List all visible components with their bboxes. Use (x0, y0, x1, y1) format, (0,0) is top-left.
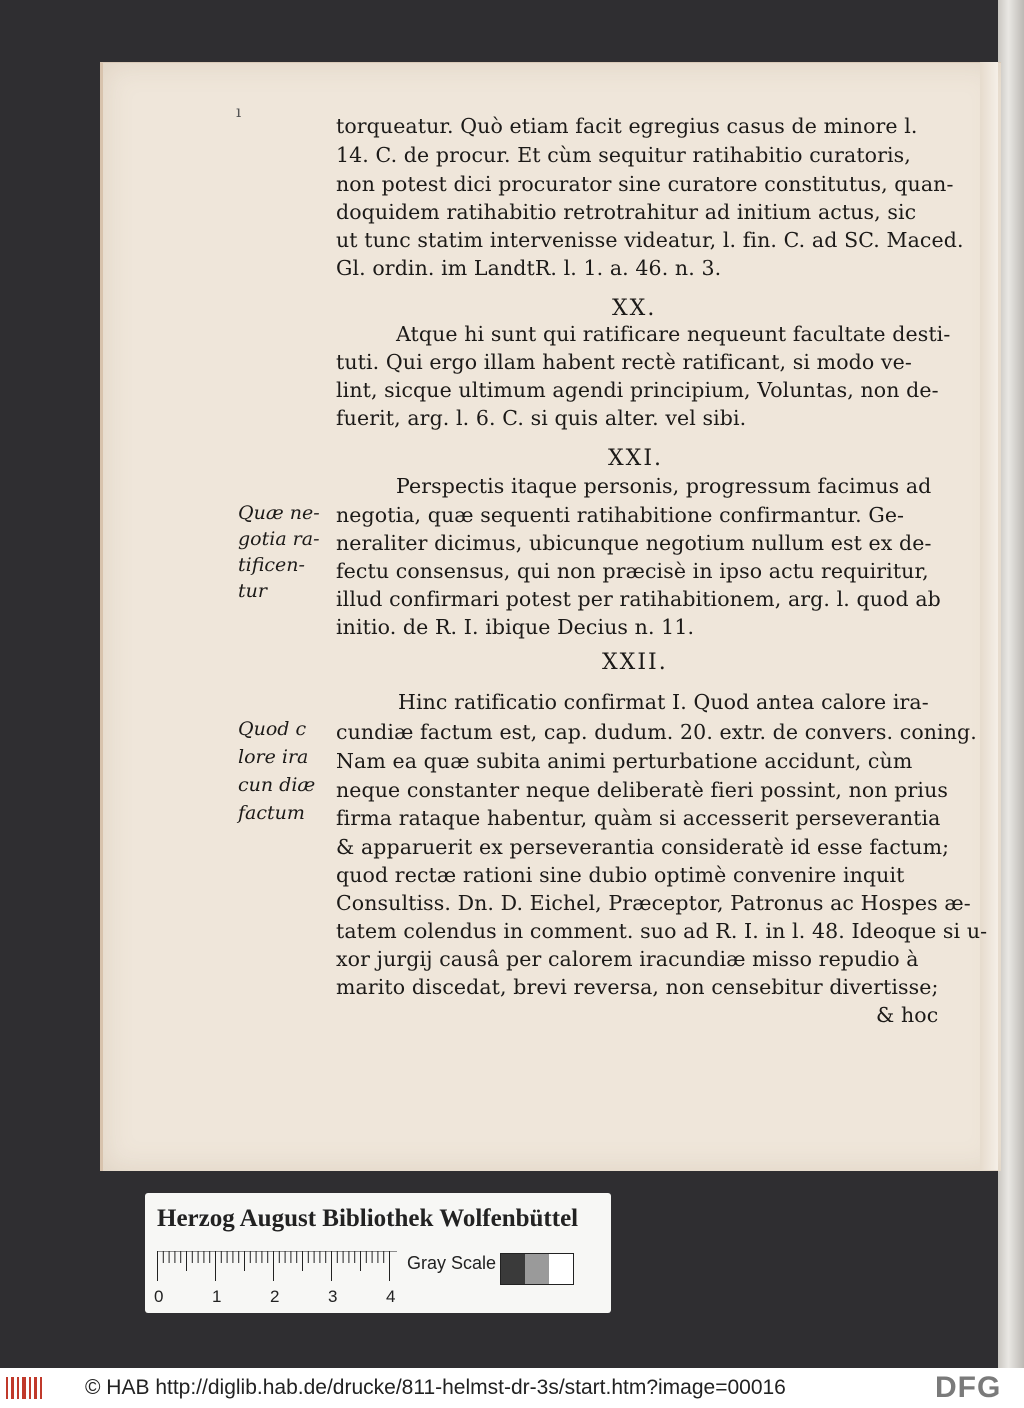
margin-note: lore ira (238, 746, 309, 768)
dfg-logo: DFG (935, 1371, 1002, 1404)
page-edge (980, 62, 998, 1170)
right-edge-strip (998, 0, 1024, 1368)
scale-number: 3 (328, 1287, 338, 1306)
section-heading: XXI. (608, 446, 664, 471)
text-line: fectu consensus, qui non præcisè in ipso actu requiritur, (336, 559, 929, 583)
swatch-dark (501, 1254, 525, 1284)
section-heading: XXII. (602, 650, 668, 675)
text-line: negotia, quæ sequenti ratihabitione confirmantur. Ge- (336, 503, 905, 527)
text-line: neraliter dicimus, ubicunque negotium nullum est ex de- (336, 531, 932, 555)
text-line: tuti. Qui ergo illam habent rectè ratificant, si modo ve- (336, 350, 912, 374)
scale-number: 4 (386, 1287, 396, 1306)
text-line: 14. C. de procur. Et cùm sequitur ratihabitio curatoris, (336, 143, 911, 167)
text-line: torqueatur. Quò etiam facit egregius casus de minore l. (336, 114, 918, 138)
scale-number: 0 (154, 1287, 164, 1306)
library-name: Herzog August Bibliothek Wolfenbüttel (157, 1205, 579, 1232)
text-line: Nam ea quæ subita animi perturbatione accidunt, cùm (336, 749, 913, 773)
text-line: tatem colendus in comment. suo ad R. I. in l. 48. Ideoque si u- (336, 919, 988, 943)
text-line: illud confirmari potest per ratihabitionem, arg. l. quod ab (336, 587, 941, 611)
swatch-mid (525, 1254, 549, 1284)
gray-scale-label: Gray Scale (407, 1253, 497, 1273)
text-line: Perspectis itaque personis, progressum facimus ad (396, 474, 932, 498)
text-line: neque constanter neque deliberatè fieri possint, non prius (336, 778, 948, 802)
text-line: ut tunc statim intervenisse videatur, l. fin. C. ad SC. Maced. (336, 228, 964, 252)
library-label (145, 1193, 611, 1313)
text-line: fuerit, arg. l. 6. C. si quis alter. vel sibi. (336, 406, 747, 430)
ruler-icon (157, 1251, 399, 1283)
margin-note: gotia ra- (238, 528, 320, 550)
text-line: Gl. ordin. im LandtR. l. 1. a. 46. n. 3. (336, 256, 722, 280)
scale-number: 2 (270, 1287, 280, 1306)
margin-note: Quæ ne- (238, 502, 320, 524)
margin-note: tur (238, 580, 267, 602)
text-line: & apparuerit ex perseverantia consideratè id esse factum; (336, 835, 950, 859)
text-line: Hinc ratificatio confirmat I. Quod antea calore ira- (398, 690, 929, 714)
text-line: non potest dici procurator sine curatore constitutus, quan- (336, 172, 954, 196)
text-line: initio. de R. I. ibique Decius n. 11. (336, 615, 695, 639)
footer-bar (0, 1368, 1024, 1408)
catchword: & hoc (876, 1003, 939, 1027)
text-line: marito discedat, brevi reversa, non censebitur divertisse; (336, 975, 939, 999)
gray-scale-swatch (500, 1253, 574, 1285)
text-line: firma rataque habentur, quàm si accesserit perseverantia (336, 806, 941, 830)
margin-note: tificen- (238, 554, 305, 576)
swatch-light (549, 1254, 573, 1284)
text-line: xor jurgij causâ per calorem iracundiæ misso repudio à (336, 947, 919, 971)
section-heading: XX. (612, 296, 657, 321)
scale-number: 1 (212, 1287, 222, 1306)
text-line: cundiæ factum est, cap. dudum. 20. extr. de convers. coning. (336, 720, 977, 744)
text-line: Consultiss. Dn. D. Eichel, Præceptor, Patronus ac Hospes æ- (336, 891, 971, 915)
page-mark: ı (236, 102, 242, 121)
footer-url[interactable]: © HAB http://diglib.hab.de/drucke/811-helmst-dr-3s/start.htm?image=00016 (85, 1376, 786, 1399)
margin-note: factum (238, 802, 305, 824)
margin-note: Quod c (238, 718, 307, 740)
margin-note: cun diæ (238, 774, 316, 796)
text-line: doquidem ratihabitio retrotrahitur ad initium actus, sic (336, 200, 917, 224)
text-line: Atque hi sunt qui ratificare nequeunt facultate desti- (396, 322, 951, 346)
text-line: lint, sicque ultimum agendi principium, Voluntas, non de- (336, 378, 939, 402)
text-line: quod rectæ rationi sine dubio optimè convenire inquit (336, 863, 905, 887)
hab-barcode-icon (6, 1377, 46, 1399)
